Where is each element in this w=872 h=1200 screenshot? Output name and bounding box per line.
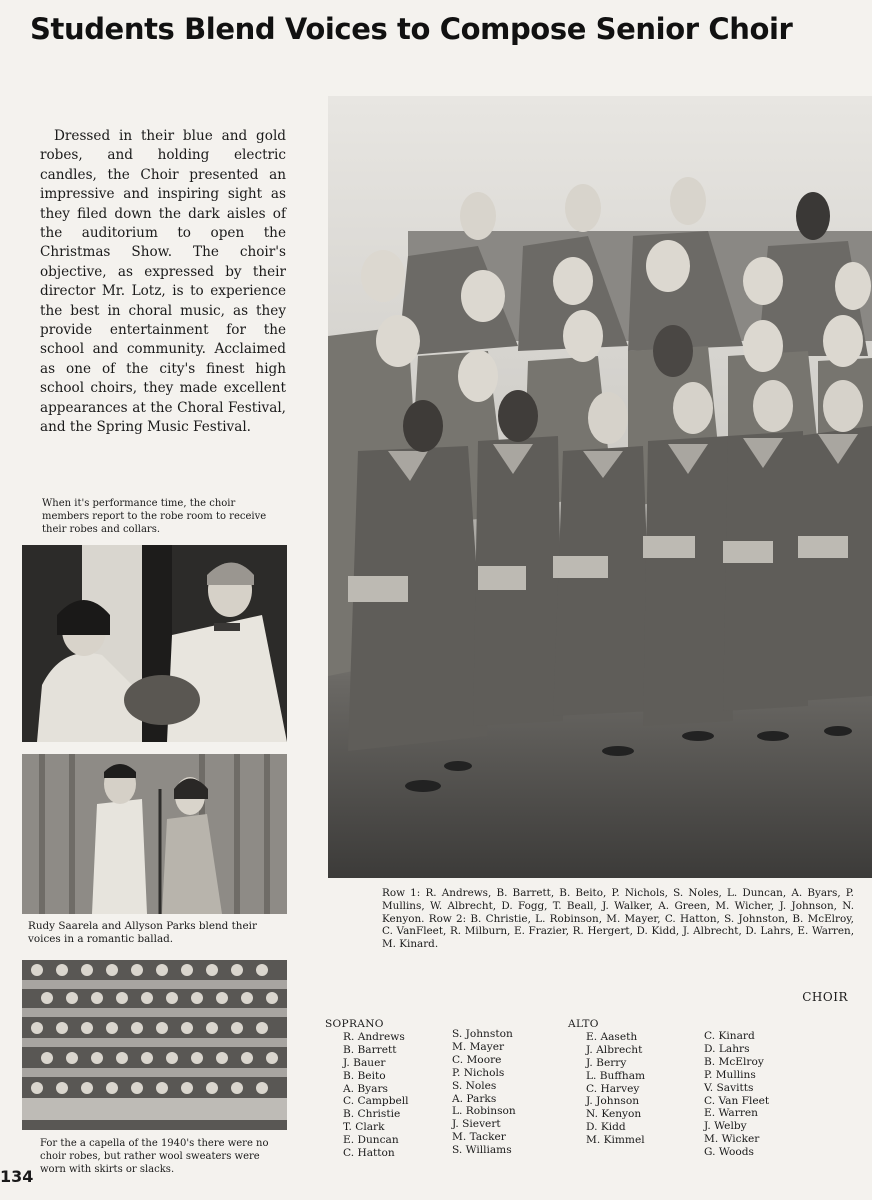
roster-name: B. McElroy: [704, 1055, 764, 1068]
intro-paragraph: Dressed in their blue and gold robes, and holding electric candles, the Choir presented an impressive and inspiring sight as they filed down the dark aisles of the auditorium to open the Christmas Show. The choir's objective, as expressed by their director Mr. Lotz, is to experience the best in choral music, as they provide entertainment for the school and community. Acclaimed as one of the city's finest high school choirs, they made excellent appearances at the Choral Festival, and the Spring Music Festival.: [40, 128, 286, 436]
soprano-column-1: [325, 1018, 409, 1160]
roster-name: J. Albrecht: [586, 1043, 643, 1056]
roster-name: G. Woods: [704, 1146, 754, 1159]
roster-name: R. Andrews: [343, 1030, 405, 1043]
roster-name: P. Mullins: [704, 1068, 756, 1081]
roster-name: C. Kinard: [704, 1030, 755, 1042]
roster-name: N. Kenyon: [586, 1108, 642, 1121]
soprano-heading: SOPRANO: [325, 1018, 384, 1030]
roster-name: M. Wicker: [704, 1133, 760, 1146]
roster-name: J. Welby: [704, 1120, 747, 1133]
alto-column-2: [704, 1030, 769, 1159]
roster-name: C. Harvey: [586, 1082, 640, 1095]
roster-name: P. Nichols: [452, 1066, 505, 1079]
ballad-photo: [22, 754, 287, 914]
group-photo-caption: Row 1: R. Andrews, B. Barrett, B. Beito, P. Nichols, S. Noles, L. Duncan, A. Byars, P. Mullins, W. Albrecht, D. Fogg, T. Beall, J. Walker, A. Green, M. Wicher, J. Johnson, N. Kenyon. Row 2: B. Christie, L. Robinson, M. Mayer, C. Hatton, S. Johnston, B. McElroy, C. VanFleet, R. Milburn, E. Frazier, R. Hergert, D. Kidd, J. Albrecht, D. Lahrs, E. Warren, M. Kinard.: [382, 887, 854, 951]
choir-label: CHOIR: [802, 990, 848, 1004]
roster-name: L. Robinson: [452, 1105, 516, 1118]
roster-name: E. Aaseth: [586, 1030, 638, 1043]
alto-column-1: [568, 1018, 645, 1147]
roster-name: B. Christie: [343, 1108, 401, 1121]
roster-name: C. Moore: [452, 1053, 502, 1066]
roster-name: S. Noles: [452, 1079, 497, 1092]
page-number: 134: [0, 1167, 34, 1186]
roster-name: S. Williams: [452, 1144, 512, 1157]
roster-name: J. Johnson: [586, 1095, 640, 1108]
roster-name: J. Bauer: [343, 1056, 386, 1069]
roster-name: J. Berry: [586, 1056, 627, 1069]
roster-name: V. Savitts: [704, 1081, 754, 1094]
roster-name: M. Tacker: [452, 1131, 506, 1144]
roster-name: S. Johnston: [452, 1028, 513, 1040]
acapella-caption: For the a capella of the 1940's there were no choir robes, but rather wool sweaters were worn with skirts or slacks.: [40, 1138, 269, 1175]
roster-name: B. Beito: [343, 1069, 386, 1082]
roster-name: A. Parks: [452, 1092, 497, 1105]
roster-name: T. Clark: [343, 1121, 385, 1134]
roster-name: J. Sievert: [452, 1118, 501, 1131]
roster-name: C. Campbell: [343, 1095, 409, 1108]
roster-name: C. Hatton: [343, 1147, 395, 1160]
robe-room-photo: [22, 545, 287, 742]
roster-name: M. Kimmel: [586, 1134, 645, 1147]
roster-name: D. Kidd: [586, 1121, 626, 1134]
roster-name: B. Barrett: [343, 1043, 397, 1056]
roster-name: M. Mayer: [452, 1040, 505, 1053]
soprano-column-2: [452, 1028, 516, 1157]
roster-name: E. Warren: [704, 1107, 758, 1120]
roster-name: D. Lahrs: [704, 1042, 750, 1055]
roster-name: C. Van Fleet: [704, 1094, 770, 1107]
page-title: Students Blend Voices to Compose Senior Choir: [30, 12, 793, 46]
acapella-1940s-photo: [22, 960, 287, 1130]
roster-name: L. Buffham: [586, 1069, 646, 1082]
roster-name: E. Duncan: [343, 1134, 399, 1147]
robe-room-caption: When it's performance time, the choir members report to the robe room to receive their robes and collars.: [42, 498, 267, 535]
ballad-caption: Rudy Saarela and Allyson Parks blend their voices in a romantic ballad.: [28, 920, 257, 945]
roster-name: A. Byars: [343, 1082, 388, 1095]
choir-group-photo: [328, 96, 872, 878]
alto-heading: ALTO: [568, 1018, 599, 1030]
